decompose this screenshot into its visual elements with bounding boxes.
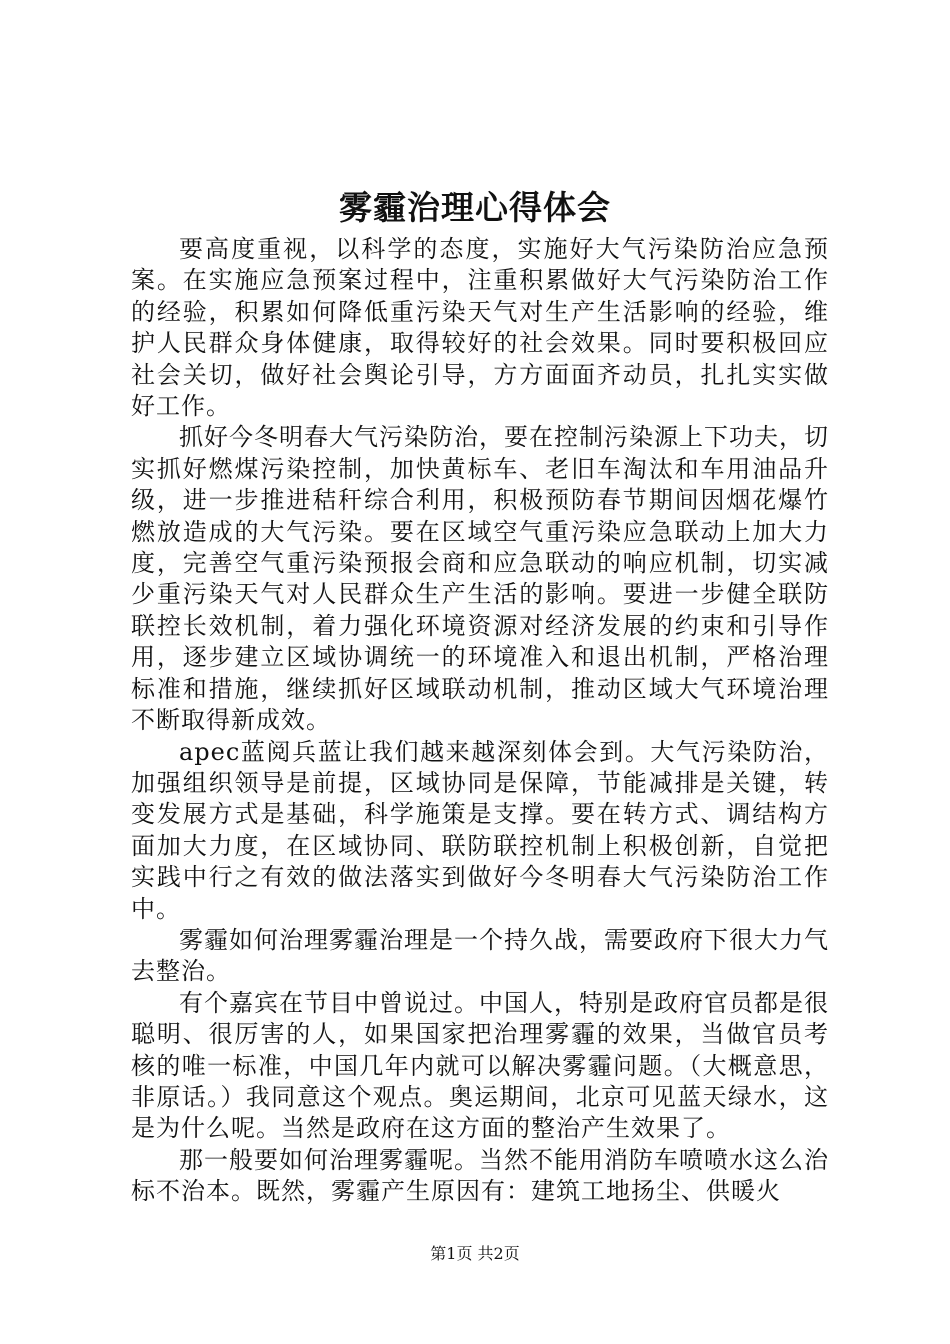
document-title: 雾霾治理心得体会: [339, 188, 611, 227]
paragraph: 抓好今冬明春大气污染防治，要在控制污染源上下功夫，切实抓好燃煤污染控制，加快黄标车、老旧车淘汰和车用油品升级，进一步推进秸秆综合利用，积极预防春节期间因烟花爆竹燃放造成的大气污染。要在区域空气重污染应急联动上加大力度，完善空气重污染预报会商和应急联动的响应机制，切实减少重污染天气对人民群众生产生活的影响。要进一步健全联防联控长效机制，着力强化环境资源对经济发展的约束和引导作用，逐步建立区域协调统一的环境准入和退出机制，严格治理标准和措施，继续抓好区域联动机制，推动区域大气环境治理不断取得新成效。: [131, 423, 829, 735]
page-footer: 第1页 共2页: [430, 1244, 520, 1263]
paragraph: apec蓝阅兵蓝让我们越来越深刻体会到。大气污染防治，加强组织领导是前提，区域协同是保障，节能减排是关键，转变发展方式是基础，科学施策是支撑。要在转方式、调结构方面加大力度，在区域协同、联防联控机制上积极创新，自觉把实践中行之有效的做法落实到做好今冬明春大气污染防治工作中。: [131, 737, 829, 923]
paragraph: 雾霾如何治理雾霾治理是一个持久战，需要政府下很大力气去整治。: [131, 925, 829, 986]
document-body: [131, 234, 829, 1208]
paragraph: 要高度重视，以科学的态度，实施好大气污染防治应急预案。在实施应急预案过程中，注重积累做好大气污染防治工作的经验，积累如何降低重污染天气对生产生活影响的经验，维护人民群众身体健康，取得较好的社会效果。同时要积极回应社会关切，做好社会舆论引导，方方面面齐动员，扎扎实实做好工作。: [131, 235, 829, 421]
paragraph: 那一般要如何治理雾霾呢。当然不能用消防车喷喷水这么治标不治本。既然，雾霾产生原因有：建筑工地扬尘、供暖火: [131, 1145, 829, 1206]
paragraph: 有个嘉宾在节目中曾说过。中国人，特别是政府官员都是很聪明、很厉害的人，如果国家把治理雾霾的效果，当做官员考核的唯一标准，中国几年内就可以解决雾霾问题。（大概意思，非原话。）我同意这个观点。奥运期间，北京可见蓝天绿水，这是为什么呢。当然是政府在这方面的整治产生效果了。: [131, 988, 829, 1143]
